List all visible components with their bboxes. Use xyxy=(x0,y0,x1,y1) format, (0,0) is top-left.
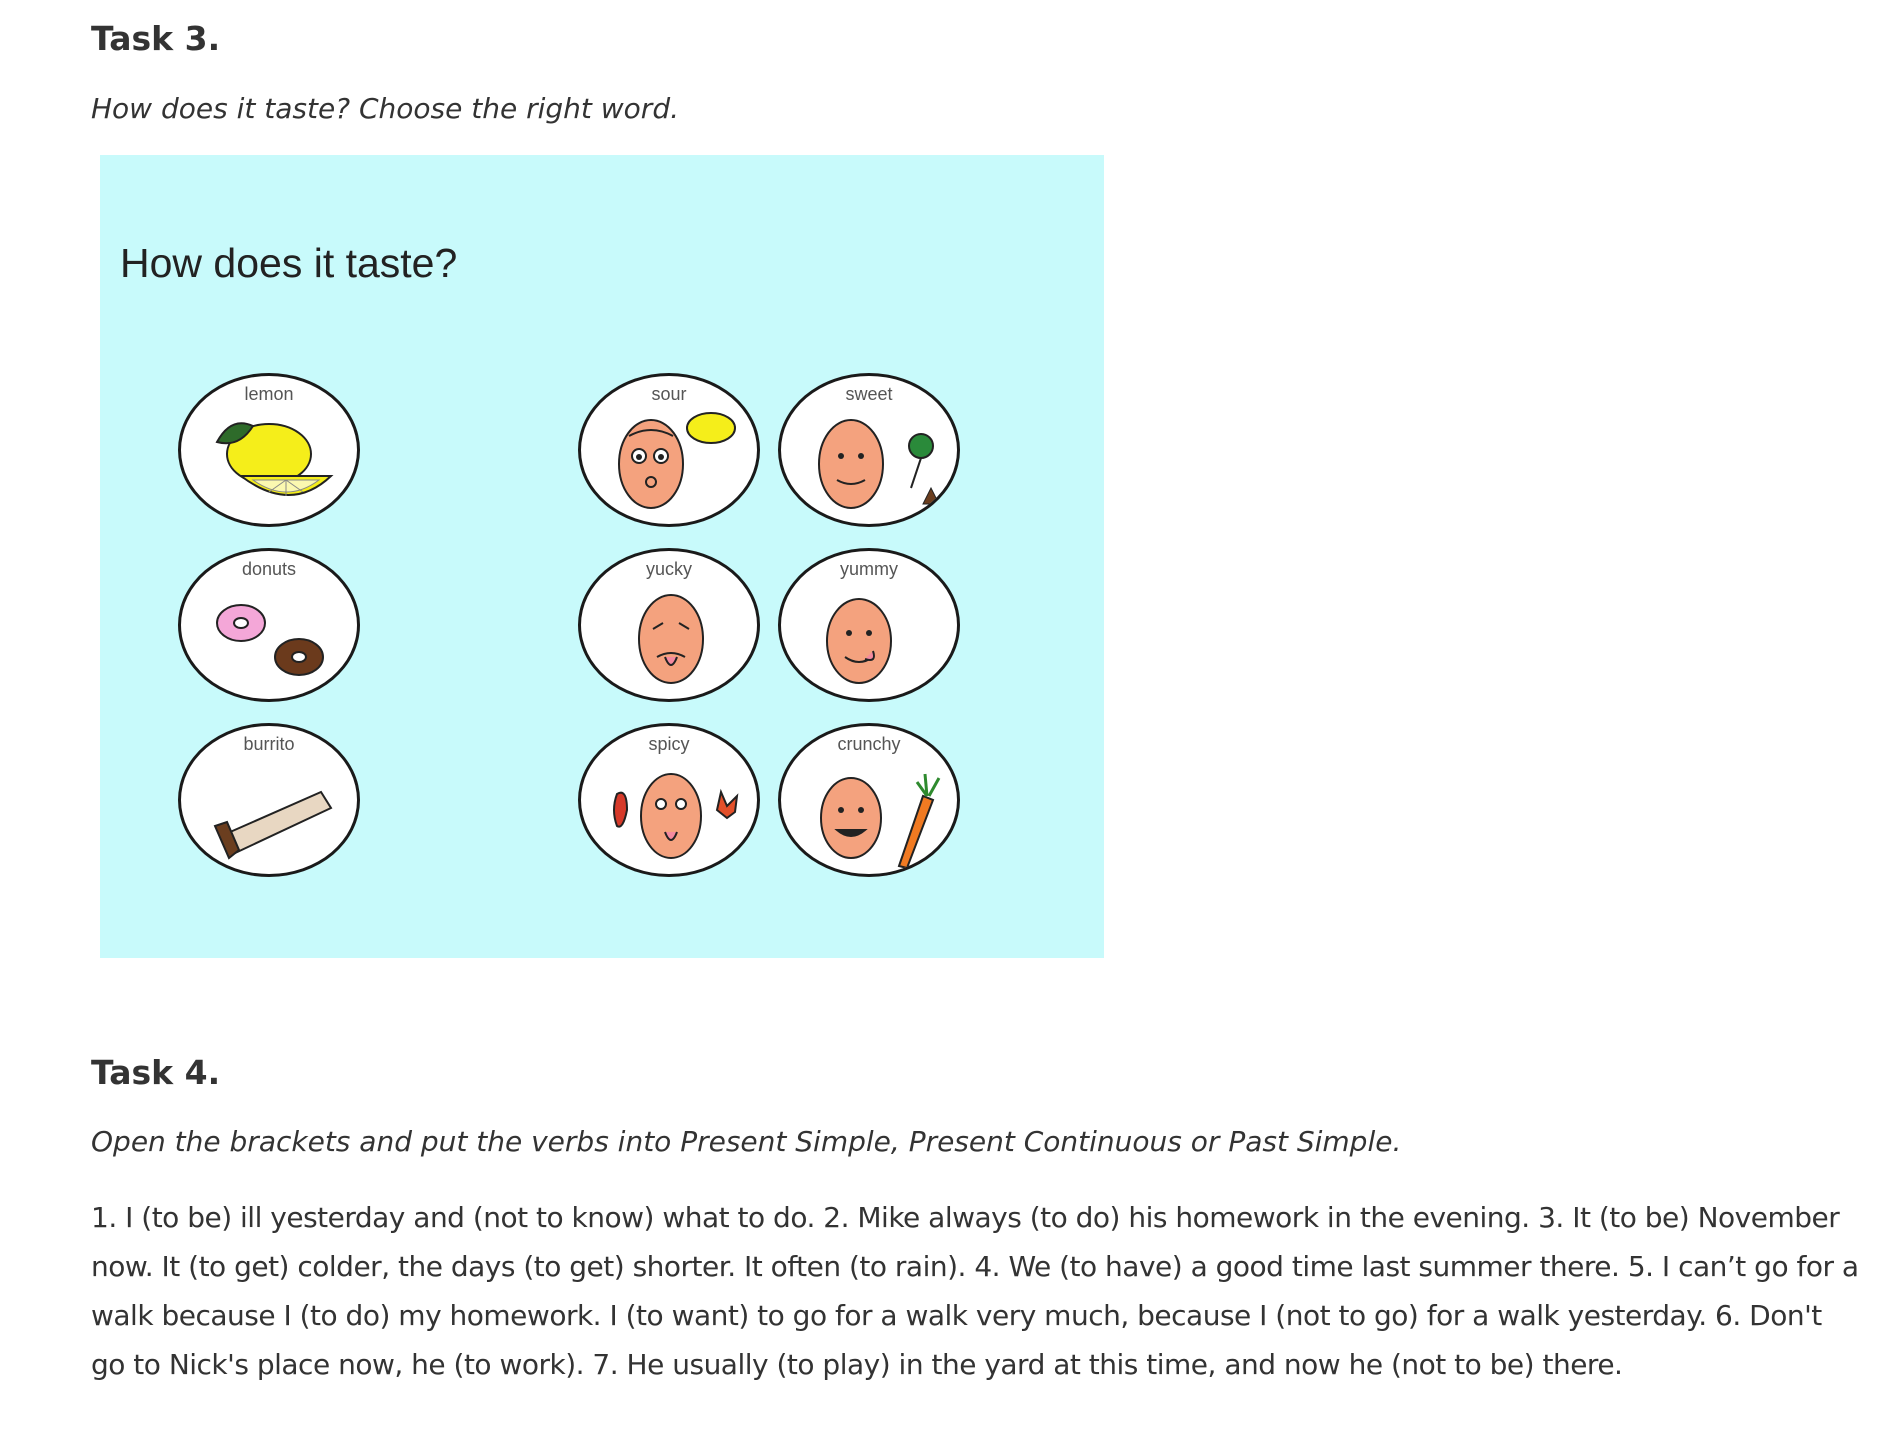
card-label: spicy xyxy=(648,734,690,754)
card-yummy xyxy=(778,548,960,702)
card-label: crunchy xyxy=(837,734,901,754)
card-label: sour xyxy=(651,384,687,404)
card-label: yucky xyxy=(645,559,692,579)
picture-title: How does it taste? xyxy=(120,240,458,286)
task3-heading: Task 3. xyxy=(91,19,221,58)
task4-instruction: Open the brackets and put the verbs into Present Simple, Present Continuous or Past Simple. xyxy=(91,1125,1402,1158)
task4-exercise-text: 1. I (to be) ill yesterday and (not to know) what to do. 2. Mike always (to do) his homework in the evening. 3. It (to be) November now. It (to get) colder, the days (to get) shorter. It often (to rain). 4. We (to have) a good time last summer there. 5. I can’t go for a walk because I (to do) my homework. I (to want) to go for a walk very much, because I (not to go) for a walk yesterday. 6. Don't go to Nick's place now, he (to work). 7. He usually (to play) in the yard at this time, and now he (not to be) there. xyxy=(91,1201,1859,1381)
card-burrito xyxy=(178,723,360,877)
card-sour xyxy=(578,373,760,527)
card-label: donuts xyxy=(241,559,297,579)
card-label: burrito xyxy=(243,734,295,754)
task3-instruction: How does it taste? Choose the right word. xyxy=(91,92,679,125)
card-donuts xyxy=(178,548,360,702)
card-spicy xyxy=(578,723,760,877)
card-label: sweet xyxy=(845,384,893,404)
card-sweet xyxy=(778,373,960,527)
card-yucky xyxy=(578,548,760,702)
task4-heading: Task 4. xyxy=(91,1053,221,1092)
card-label: yummy xyxy=(840,559,898,579)
card-lemon xyxy=(178,373,360,527)
card-crunchy xyxy=(778,723,960,877)
taste-picture xyxy=(100,155,1104,958)
card-label: lemon xyxy=(244,384,294,404)
